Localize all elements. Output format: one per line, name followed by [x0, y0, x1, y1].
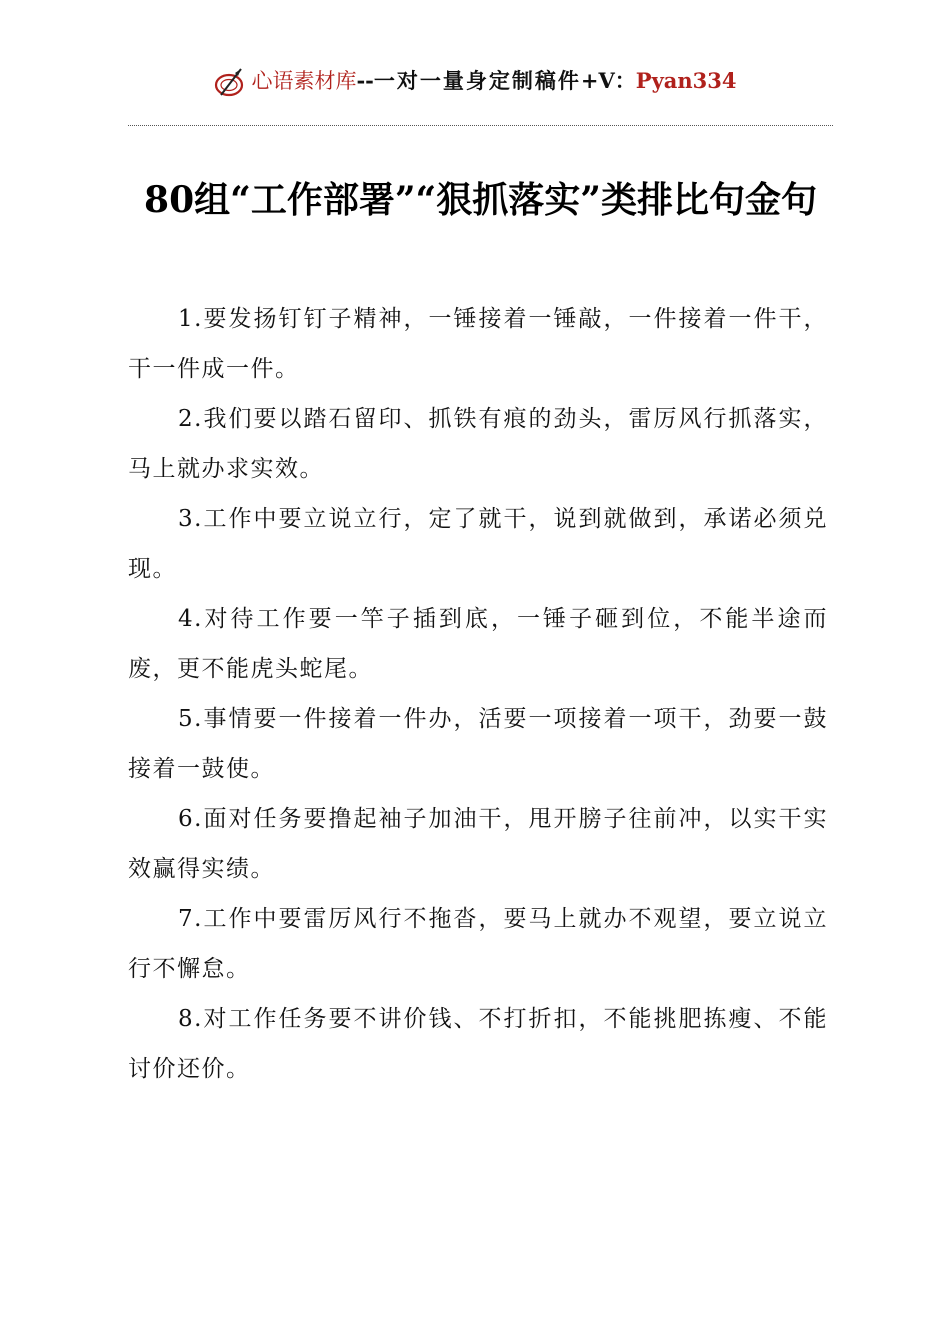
header-contact-prefix: +V： [580, 68, 636, 93]
header-dash: -- [356, 68, 374, 93]
list-item: 6.面对任务要撸起袖子加油干，甩开膀子往前冲，以实干实效赢得实绩。 [128, 806, 828, 882]
list-item: 4.对待工作要一竿子插到底，一锤子砸到位，不能半途而废，更不能虎头蛇尾。 [128, 606, 828, 682]
header-divider [128, 125, 833, 126]
list-item: 7.工作中要雷厉风行不拖沓，要马上就办不观望，要立说立行不懈怠。 [128, 906, 828, 982]
quill-pen-logo-icon [213, 65, 247, 99]
page-header [0, 58, 950, 102]
list-item: 5.事情要一件接着一件办，活要一项接着一项干，劲要一鼓接着一鼓使。 [128, 706, 828, 782]
header-contact-id: Pyan334 [635, 68, 737, 93]
header-text [251, 65, 736, 95]
document-title: 80组“工作部署”“狠抓落实”类排比句金句 [144, 179, 817, 221]
header-slogan: 一对一量身定制稿件 [373, 68, 581, 93]
sentence-list [128, 294, 828, 1094]
brand-name: 心语素材库 [251, 69, 357, 93]
list-item: 3.工作中要立说立行，定了就干，说到就做到，承诺必须兑现。 [128, 506, 828, 582]
list-item: 8.对工作任务要不讲价钱、不打折扣，不能挑肥拣瘦、不能讨价还价。 [128, 1006, 828, 1082]
list-item: 2.我们要以踏石留印、抓铁有痕的劲头，雷厉风行抓落实，马上就办求实效。 [128, 406, 828, 482]
list-item: 1.要发扬钉钉子精神，一锤接着一锤敲，一件接着一件干，干一件成一件。 [128, 306, 828, 382]
